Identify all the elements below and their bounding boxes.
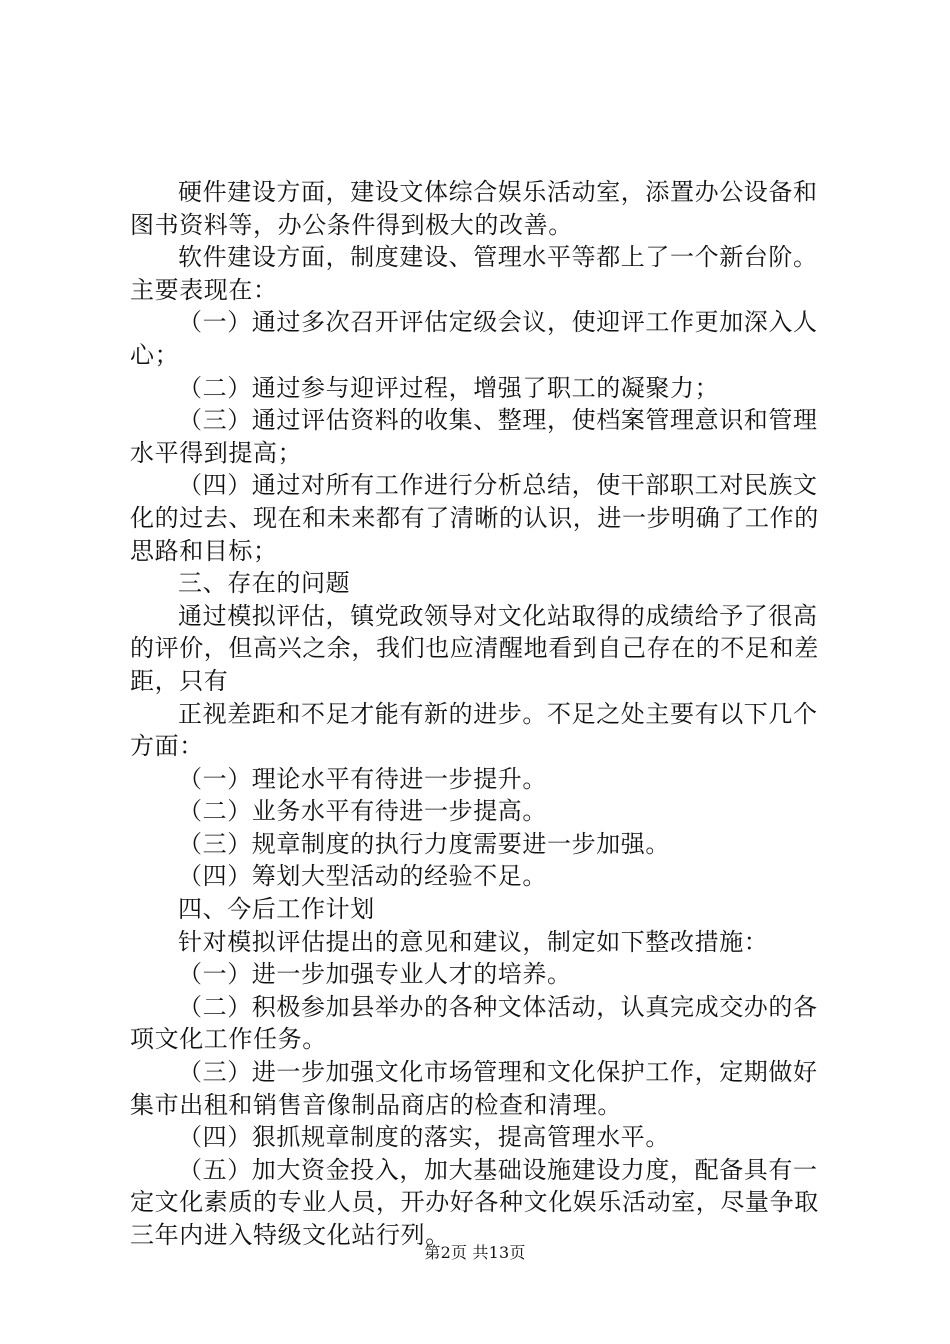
paragraph-hardware: 硬件建设方面，建设文体综合娱乐活动室，添置办公设备和图书资料等，办公条件得到极大的改善。 <box>130 178 818 239</box>
paragraph-software: 软件建设方面，制度建设、管理水平等都上了一个新台阶。主要表现在： <box>130 243 818 304</box>
list-item-plan-2: （二）积极参加县举办的各种文体活动，认真完成交办的各项文化工作任务。 <box>130 992 818 1054</box>
section-heading-problems: 三、存在的问题 <box>178 569 351 598</box>
list-item-software-3: （三）通过评估资料的收集、整理，使档案管理意识和管理水平得到提高； <box>130 406 818 467</box>
section-heading-plan: 四、今后工作计划 <box>178 895 375 924</box>
list-item-software-4: （四）通过对所有工作进行分析总结，使干部职工对民族文化的过去、现在和未来都有了清晰的认识，进一步明确了工作的思路和目标； <box>130 471 819 565</box>
page-footer: 第2页 共13页 <box>424 1243 526 1262</box>
list-item-software-1: （一）通过多次召开评估定级会议，使迎评工作更加深入人心； <box>130 308 818 369</box>
paragraph-problems-intro: 通过模拟评估，镇党政领导对文化站取得的成绩给予了很高的评价，但高兴之余，我们也应清醒地看到自己存在的不足和差距，只有 <box>130 601 819 695</box>
list-item-problem-4: （四）筹划大型活动的经验不足。 <box>178 862 547 891</box>
paragraph-plan-intro: 针对模拟评估提出的意见和建议，制定如下整改措施： <box>178 927 769 956</box>
list-item-plan-1: （一）进一步加强专业人才的培养。 <box>178 960 572 989</box>
document-body <box>130 176 842 1252</box>
list-item-problem-3: （三）规章制度的执行力度需要进一步加强。 <box>178 829 670 858</box>
list-item-plan-4: （四）狠抓规章制度的落实，提高管理水平。 <box>178 1123 670 1152</box>
list-item-plan-3: （三）进一步加强文化市场管理和文化保护工作，定期做好集市出租和销售音像制品商店的检查和清理。 <box>130 1058 818 1119</box>
list-item-problem-2: （二）业务水平有待进一步提高。 <box>178 797 547 826</box>
list-item-problem-1: （一）理论水平有待进一步提升。 <box>178 764 547 793</box>
list-item-plan-5: （五）加大资金投入，加大基础设施建设力度，配备具有一定文化素质的专业人员，开办好各种文化娱乐活动室，尽量争取三年内进入特级文化站行列。 <box>130 1155 819 1249</box>
paragraph-problems-continued: 正视差距和不足才能有新的进步。不足之处主要有以下几个方面： <box>130 699 818 761</box>
list-item-software-2: （二）通过参与迎评过程，增强了职工的凝聚力； <box>178 373 720 402</box>
